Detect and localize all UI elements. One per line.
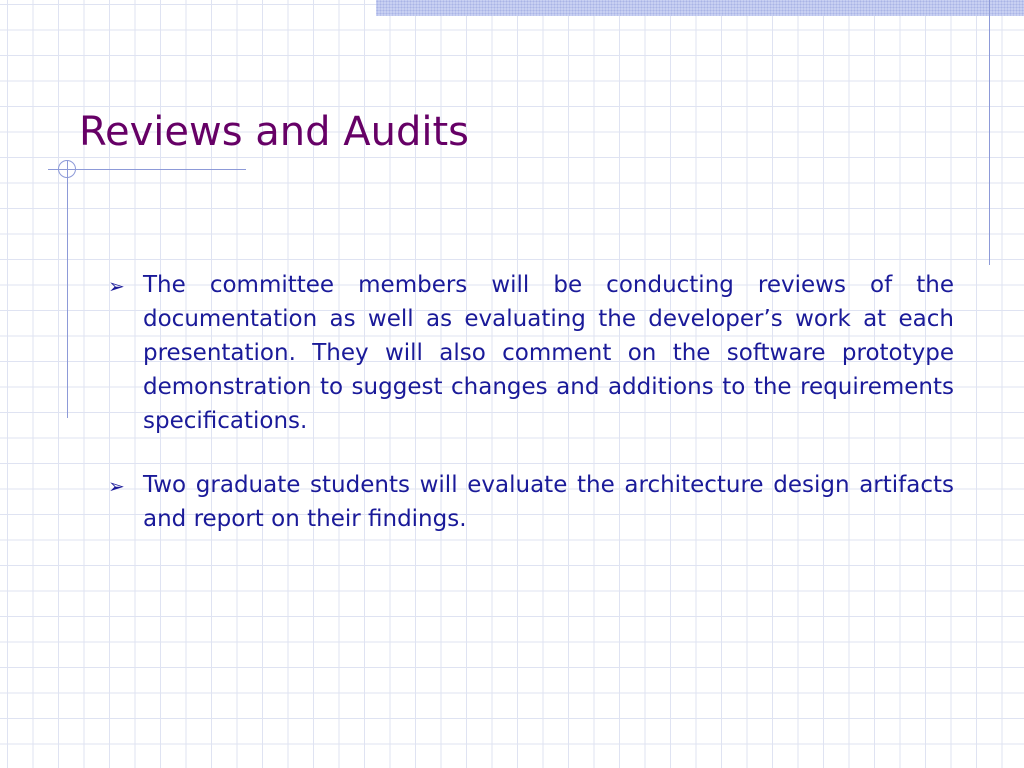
bullet-list [108, 268, 954, 566]
crosshair-ring-icon [58, 160, 76, 178]
bullet-text: Two graduate students will evaluate the architecture design artifacts and report on their findings. [143, 472, 954, 532]
slide-title: Reviews and Audits [79, 109, 469, 155]
right-vertical-rule [989, 0, 990, 265]
bullet-item-committee-reviews [108, 268, 954, 438]
bullet-text: The committee members will be conducting reviews of the documentation as well as evaluating the developer’s work at each presentation. They will also comment on the software prototype demonstration to suggest changes and additions to the requirements specifications. [143, 272, 954, 434]
top-decorative-band [376, 0, 1024, 16]
bullet-item-graduate-students [108, 468, 954, 536]
title-underline-rule [48, 169, 246, 170]
arrowhead-bullet-icon: ➢ [108, 274, 125, 298]
left-vertical-rule [67, 160, 68, 418]
arrowhead-bullet-icon: ➢ [108, 474, 125, 498]
